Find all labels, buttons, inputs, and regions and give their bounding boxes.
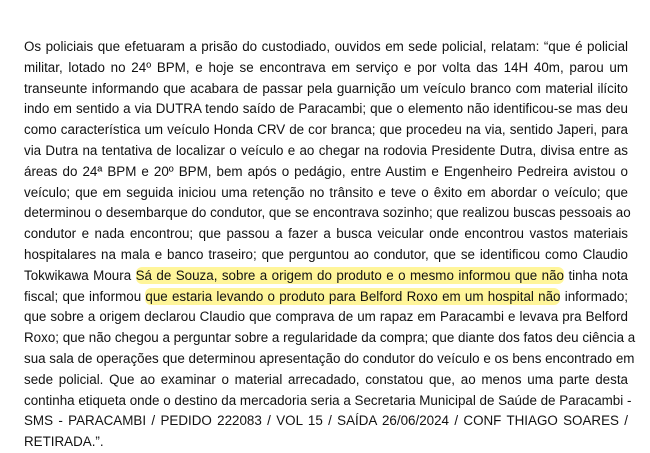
text-line [24, 307, 628, 328]
text-line [24, 391, 632, 412]
text-line [24, 328, 636, 349]
text-line [24, 224, 628, 245]
text-segment: Os policiais que efetuaram a prisão do custodiado, ouvidos em sede policial, relatam: “que é policial [24, 39, 628, 54]
text-segment: Roxo; que não chegou a perguntar sobre a regularidade da compra; que diante dos fatos deu ciência a [24, 330, 636, 346]
text-segment: SMS - PARACAMBI / PEDIDO 222083 / VOL 15 / SAÍDA 26/06/2024 / CONF THIAGO SOARES / [24, 413, 628, 429]
text-line [24, 79, 628, 100]
text-line [24, 203, 631, 224]
text-line [24, 99, 628, 120]
highlighted-text: Sá de Souza, sobre a origem do produto e o mesmo informou que não [135, 267, 565, 283]
text-segment: informado; [560, 288, 628, 304]
text-segment: condutor e nada encontrou; que passou a fazer a busca veicular onde encontrou vastos materiais [24, 226, 628, 242]
text-line [24, 141, 628, 162]
text-line [24, 37, 628, 58]
text-line [24, 266, 628, 287]
text-segment: fiscal; que informou [24, 288, 146, 304]
text-segment: tinha nota [564, 267, 628, 283]
text-segment: como característica um veículo Honda CRV de cor branca; que procedeu na via, sentido Japeri, para [24, 122, 628, 138]
text-segment: áreas do 24ª BPM e 20º BPM, bem após o pedágio, entre Austim e Engenheiro Pedreira avistou o [24, 163, 628, 179]
text-line [24, 287, 628, 308]
text-line [24, 162, 628, 183]
text-segment: determinou o desembarque do condutor, que se encontrava sozinho; que realizou buscas pessoais ao [24, 205, 631, 221]
highlighted-text: que estaria levando o produto para Belford Roxo em um hospital não [145, 288, 561, 304]
text-line [24, 370, 628, 391]
text-segment: RETIRADA.”. [24, 434, 104, 450]
text-line [24, 349, 635, 370]
text-line [24, 58, 628, 79]
text-segment: via Dutra na tentativa de localizar o veículo e ao chegar na rodovia Presidente Dutra, divisa entre as [24, 142, 628, 158]
text-line [24, 432, 628, 453]
text-segment: indo em sentido a via DUTRA tendo saído de Paracambi; que o elemento não identificou-se mas deu [24, 101, 628, 117]
text-line [24, 411, 628, 432]
text-line [24, 120, 628, 141]
text-segment: militar, lotado no 24º BPM, e hoje se encontrava em serviço e por volta das 14H 40m, parou um [24, 59, 628, 75]
text-segment: veículo; que em seguida iniciou uma retenção no trânsito e teve o êxito em abordar o veículo; que [24, 184, 628, 200]
document-body [24, 37, 636, 453]
text-segment: continha etiqueta onde o destino da mercadoria seria a Secretaria Municipal de Saúde de Paracambi - [24, 392, 632, 408]
text-segment: sua sala de operações que determinou apresentação do condutor do veículo e os bens encontrado em [24, 350, 635, 366]
text-segment: transeunte informando que acabara de passar pela guarnição um veículo branco com material ilícito [24, 80, 628, 96]
text-segment: que sobre a origem declarou Claudio que comprava de um rapaz em Paracambi e levava pra Belford [24, 309, 628, 325]
text-segment: Tokwikawa Moura [24, 267, 136, 283]
text-segment: sede policial. Que ao examinar o material arrecadado, constatou que, ao menos uma parte desta [24, 371, 628, 387]
text-line [24, 183, 628, 204]
text-segment: hospitalares na mala e banco traseiro; que perguntou ao condutor, que se identificou como Claudio [24, 246, 628, 262]
text-line [24, 245, 628, 266]
